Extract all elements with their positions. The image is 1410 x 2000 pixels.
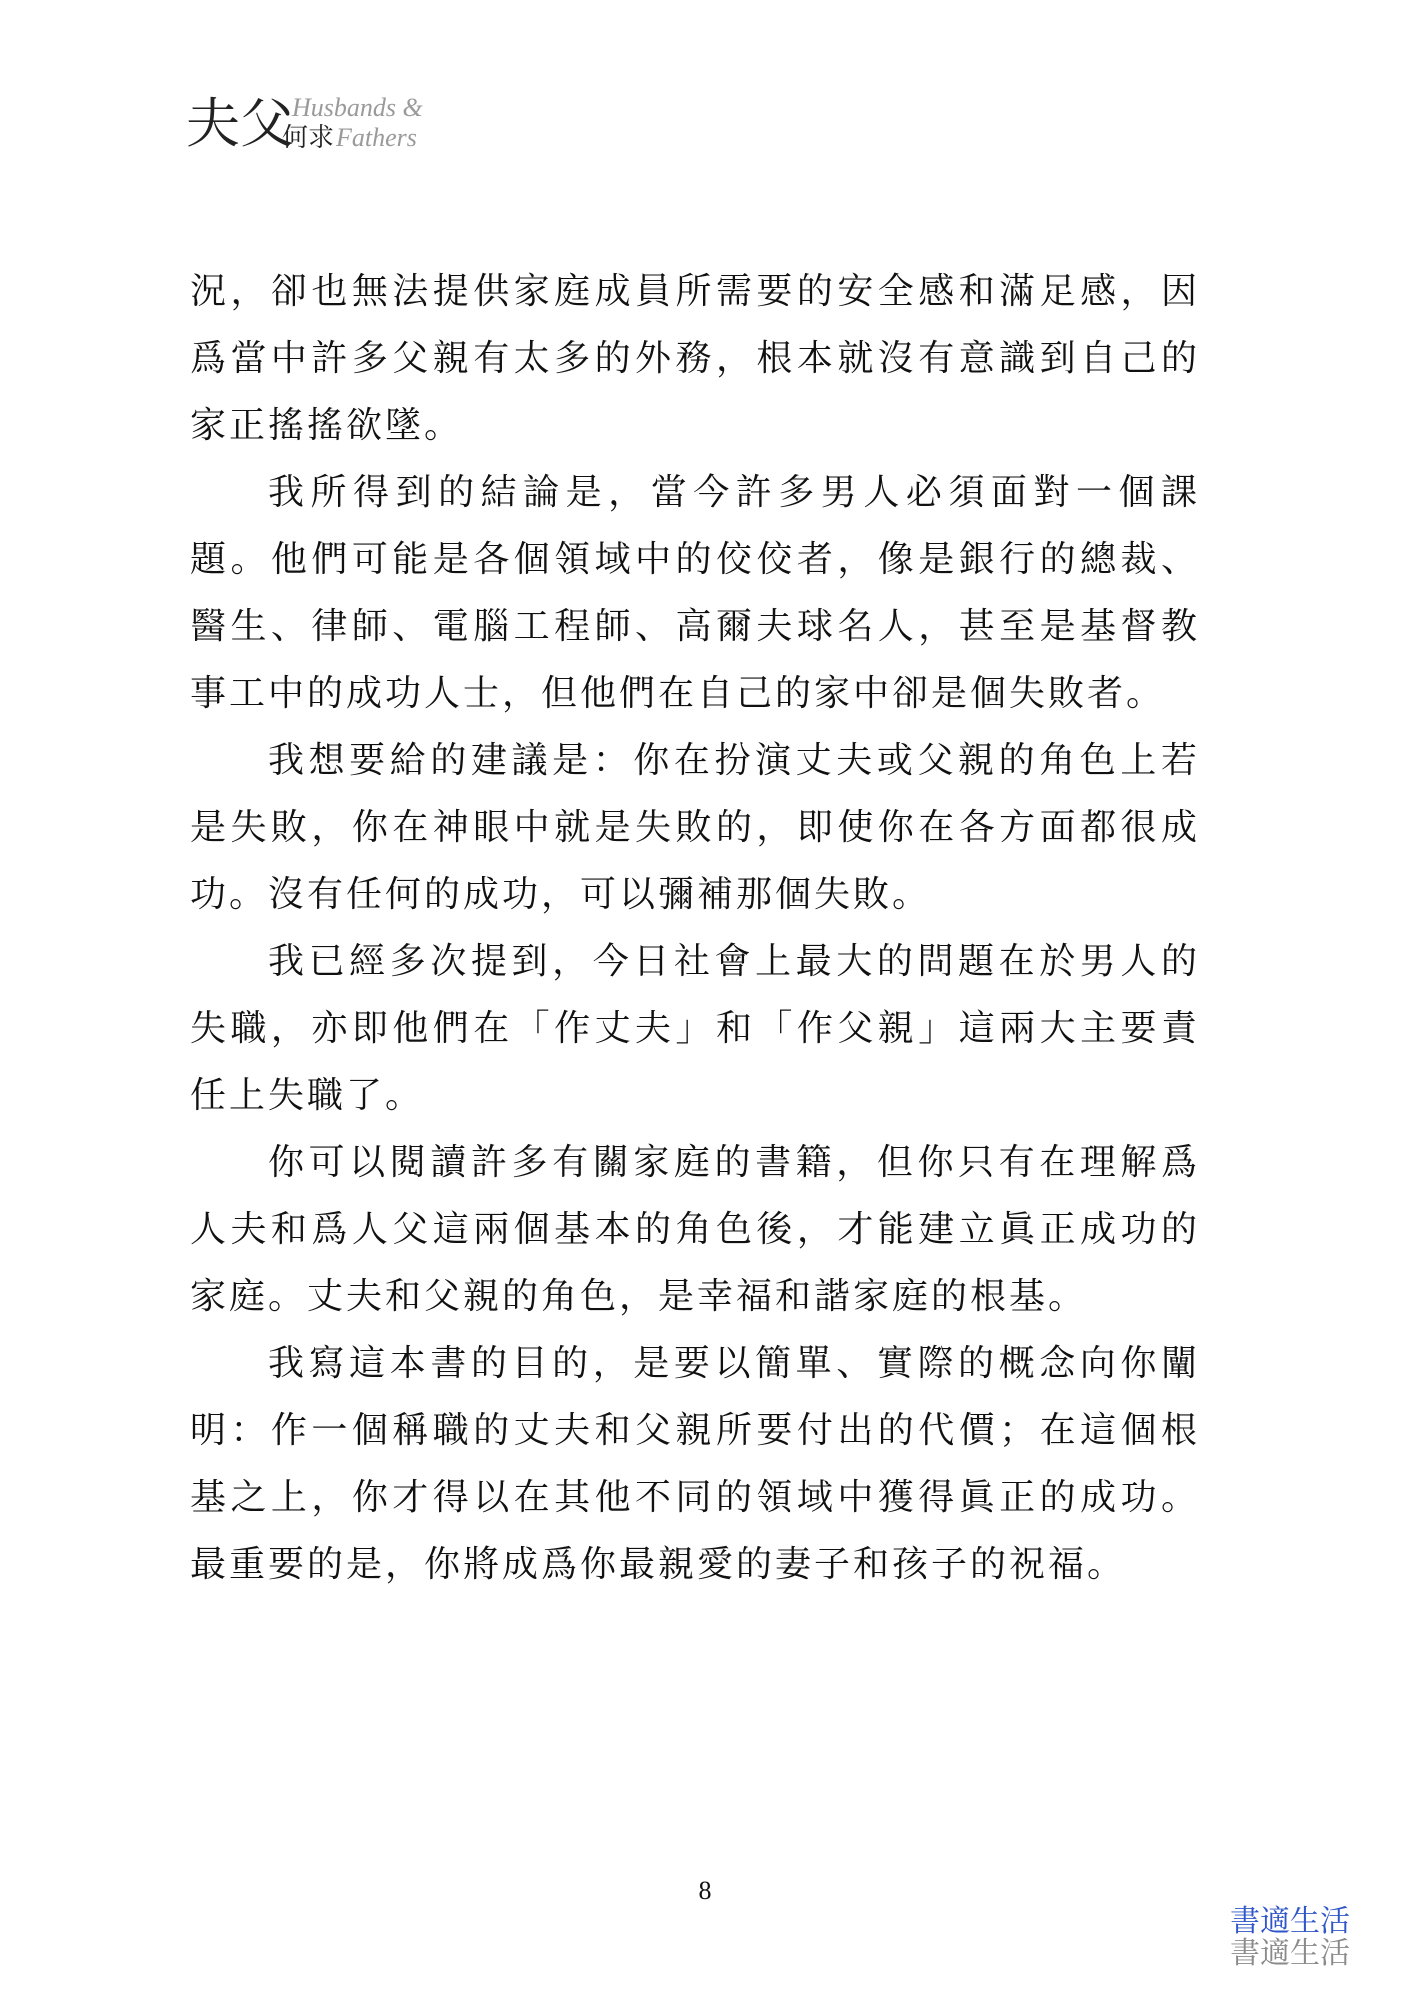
brand-line-2: 書適生活 xyxy=(1230,1936,1350,1971)
paragraph: 我所得到的結論是，當今許多男人必須面對一個課題。他們可能是各個領域中的佼佼者，像是銀行的總裁、醫生、律師、電腦工程師、高爾夫球名人，甚至是基督教事工中的成功人士，但他們在自己的家中卻是個失敗者。 xyxy=(190,472,1200,714)
page-number: 8 xyxy=(698,1876,712,1905)
paragraph: 你可以閱讀許多有關家庭的書籍，但你只有在理解爲人夫和爲人父這兩個基本的角色後，才能建立眞正成功的家庭。丈夫和父親的角色，是幸福和諧家庭的根基。 xyxy=(190,1142,1200,1317)
publisher-brand xyxy=(1230,1906,1350,1970)
brand-line-1: 書適生活 xyxy=(1230,1904,1350,1939)
paragraph: 我已經多次提到，今日社會上最大的問題在於男人的失職，亦即他們在「作丈夫」和「作父親」這兩大主要責任上失職了。 xyxy=(190,941,1200,1116)
logo-subtitle: 何求 xyxy=(282,123,335,153)
page-body xyxy=(190,258,1200,1598)
logo-main-title: 夫父 xyxy=(186,92,294,155)
paragraph: 我寫這本書的目的，是要以簡單、實際的概念向你闡明：作一個稱職的丈夫和父親所要付出的代價；在這個根基之上，你才得以在其他不同的領域中獲得眞正的成功。最重要的是，你將成爲你最親愛的妻子和孩子的祝福。 xyxy=(190,1343,1200,1585)
paragraph: 我想要給的建議是：你在扮演丈夫或父親的角色上若是失敗，你在神眼中就是失敗的，即使你在各方面都很成功。沒有任何的成功，可以彌補那個失敗。 xyxy=(190,740,1200,915)
paragraph: 況，卻也無法提供家庭成員所需要的安全感和滿足感，因爲當中許多父親有太多的外務，根本就沒有意識到自己的家正搖搖欲墜。 xyxy=(190,271,1200,446)
logo-english-line-2: Fathers xyxy=(336,123,417,152)
book-title-logo xyxy=(186,92,486,162)
logo-english-line-1: Husbands & xyxy=(292,93,423,122)
